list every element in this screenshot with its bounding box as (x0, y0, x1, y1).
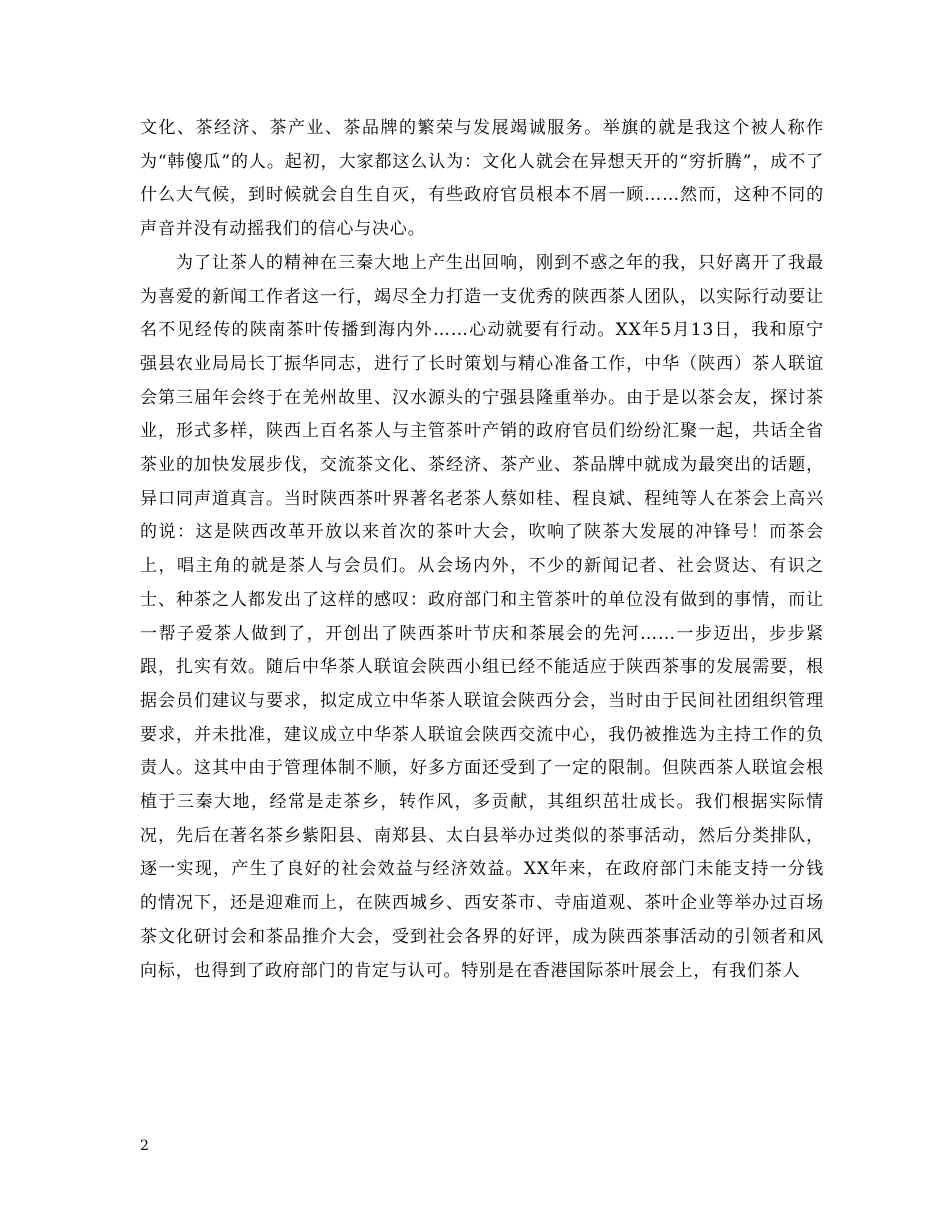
page-number: 2 (140, 1138, 149, 1154)
document-body (140, 112, 824, 988)
paragraph-2: 为了让茶人的精神在三秦大地上产生出回响，刚到不惑之年的我，只好离开了我最为喜爱的新闻工作者这一行，竭尽全力打造一支优秀的陕西茶人团队，以实际行动要让名不见经传的陕南茶叶传播到海内外……心动就要有行动。XX年5月13日，我和原宁强县农业局局长丁振华同志，进行了长时策划与精心准备工作，中华（陕西）茶人联谊会第三届年会终于在羌州故里、汉水源头的宁强县隆重举办。由于是以茶会友，探讨茶业，形式多样，陕西上百名茶人与主管茶叶产销的政府官员们纷纷汇聚一起，共话全省茶业的加快发展步伐，交流茶文化、茶经济、茶产业、茶品牌中就成为最突出的话题，异口同声道真言。当时陕西茶叶界著名老茶人蔡如桂、程良斌、程纯等人在茶会上高兴的说：这是陕西改革开放以来首次的茶叶大会，吹响了陕茶大发展的冲锋号！而茶会上，唱主角的就是茶人与会员们。从会场内外，不少的新闻记者、社会贤达、有识之士、种茶之人都发出了这样的感叹：政府部门和主管茶叶的单位没有做到的事情，而让一帮子爱茶人做到了，开创出了陕西茶叶节庆和茶展会的先河……一步迈出，步步紧跟，扎实有效。随后中华茶人联谊会陕西小组已经不能适应于陕西茶事的发展需要，根据会员们建议与要求，拟定成立中华茶人联谊会陕西分会，当时由于民间社团组织管理要求，并未批准，建议成立中华茶人联谊会陕西交流中心，我仍被推选为主持工作的负责人。这其中由于管理体制不顺，好多方面还受到了一定的限制。但陕西茶人联谊会根植于三秦大地，经常是走茶乡，转作风，多贡献，其组织茁壮成长。我们根据实际情况，先后在著名茶乡紫阳县、南郑县、太白县举办过类似的茶事活动，然后分类排队，逐一实现，产生了良好的社会效益与经济效益。XX年来，在政府部门未能支持一分钱的情况下，还是迎难而上，在陕西城乡、西安茶市、寺庙道观、茶叶企业等举办过百场茶文化研讨会和茶品推介大会，受到社会各界的好评，成为陕西茶事活动的引领者和风向标，也得到了政府部门的肯定与认可。特别是在香港国际茶叶展会上，有我们茶人 (140, 252, 824, 981)
paragraph-1: 文化、茶经济、茶产业、茶品牌的繁荣与发展竭诚服务。举旗的就是我这个被人称作为“韩傻瓜”的人。起初，大家都这么认为：文化人就会在异想天开的“穷折腾”，成不了什么大气候，到时候就会自生自灭，有些政府官员根本不屑一顾……然而，这种不同的声音并没有动摇我们的信心与决心。 (140, 118, 824, 240)
